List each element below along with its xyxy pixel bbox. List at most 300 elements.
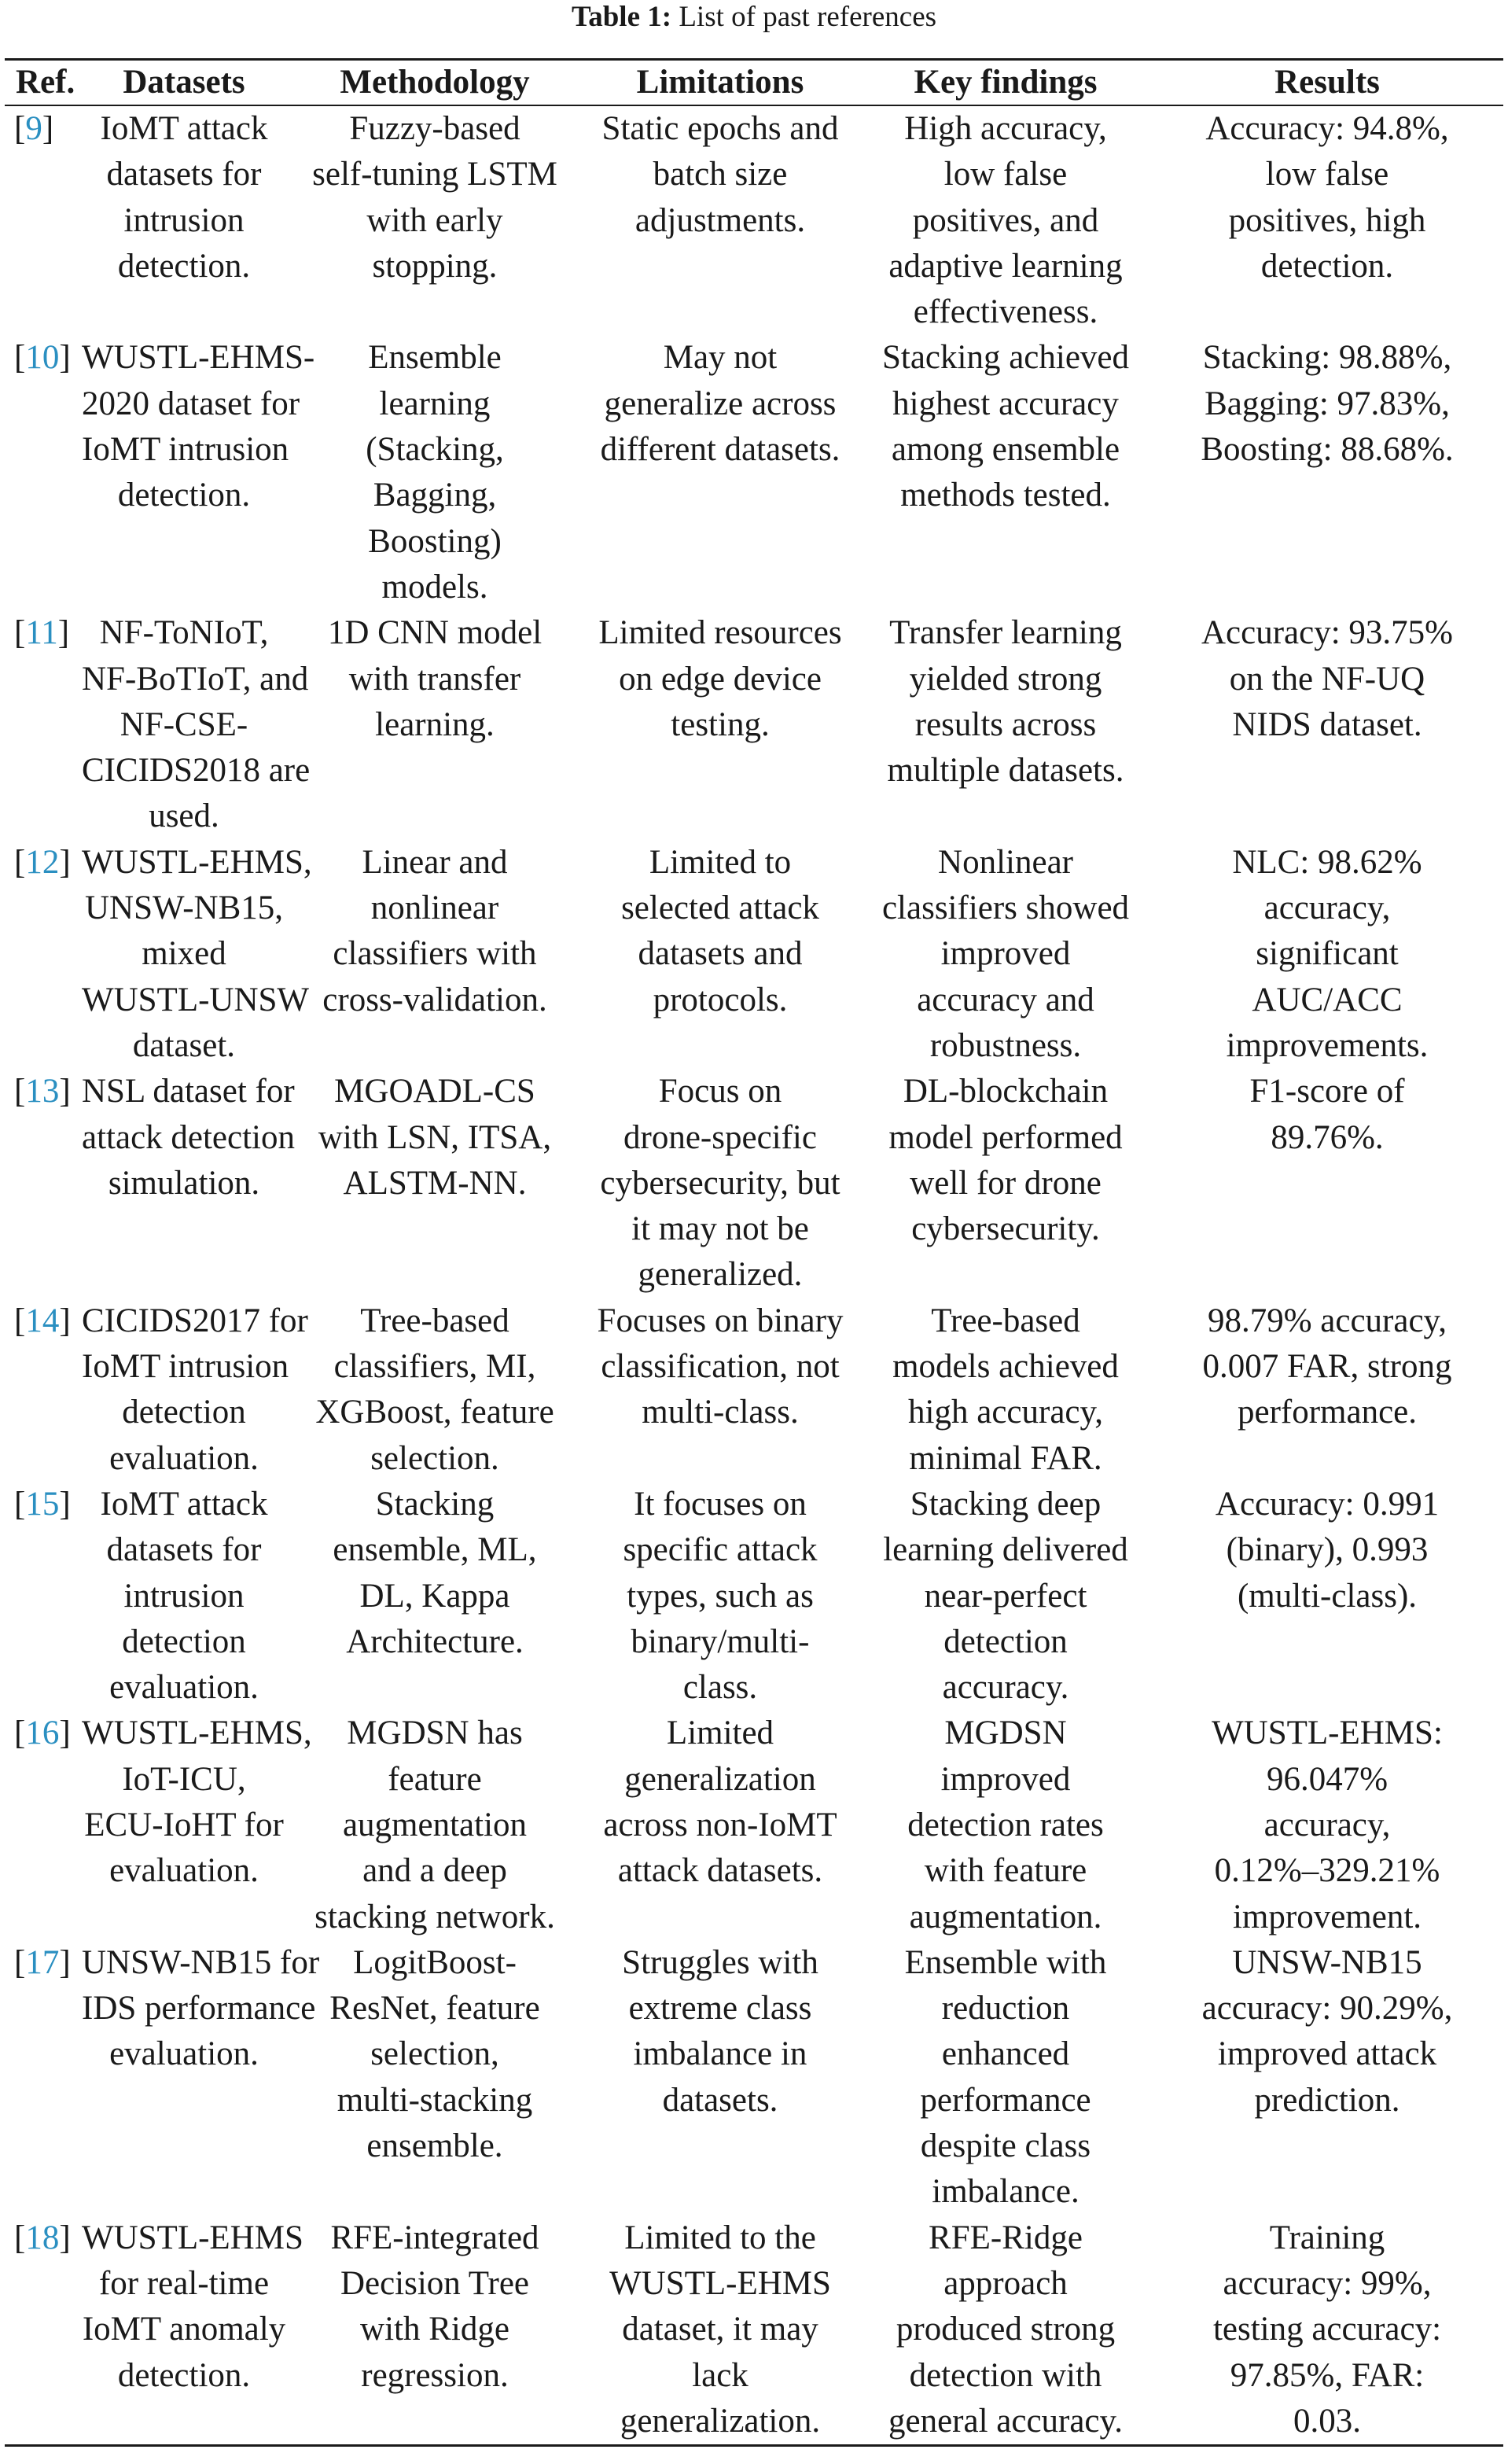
cell-line: testing accuracy: <box>1212 2311 1442 2348</box>
ref-link[interactable]: 10 <box>25 339 60 377</box>
limitations-cell <box>580 610 860 839</box>
cell-line: improved <box>940 935 1071 973</box>
cell-line: Ensemble <box>368 339 502 377</box>
cell-line: and a deep <box>362 1852 507 1890</box>
cell-line: detection with <box>909 2356 1102 2394</box>
cell-line: NF-BoTIoT, and <box>82 660 309 698</box>
cell-line: imbalance. <box>932 2173 1080 2211</box>
cell-line: Tree-based <box>360 1302 509 1339</box>
ref-bracket-close: ] <box>59 1485 71 1523</box>
cell-line: different datasets. <box>600 431 840 469</box>
references-table <box>5 58 1503 2447</box>
cell-line: Architecture. <box>346 1622 524 1660</box>
cell-line: improved <box>940 1760 1071 1798</box>
cell-line: 0.007 FAR, strong <box>1202 1348 1452 1386</box>
cell-line: NF-CSE- <box>120 705 248 743</box>
ref-bracket-close: ] <box>59 2219 71 2256</box>
key-findings-cell <box>860 105 1151 335</box>
col-header-key-findings: Key findings <box>860 60 1151 106</box>
cell-line: models. <box>381 568 488 606</box>
ref-bracket-open: [ <box>14 1485 26 1523</box>
cell-line: low false <box>1265 156 1389 193</box>
cell-line: (Stacking, <box>366 431 504 469</box>
cell-line: prediction. <box>1254 2081 1400 2119</box>
cell-line: WUSTL-EHMS- <box>82 339 315 377</box>
key-findings-cell <box>860 610 1151 839</box>
cell-line: selected attack <box>621 889 819 927</box>
cell-line: 97.85%, FAR: <box>1230 2356 1425 2394</box>
datasets-cell <box>79 335 315 610</box>
cell-line: detection. <box>117 477 251 514</box>
cell-line: augmentation. <box>909 1898 1102 1935</box>
cell-line: robustness. <box>929 1026 1082 1064</box>
cell-line: methods tested. <box>900 477 1111 514</box>
limitations-cell <box>580 335 860 610</box>
cell-line: protocols. <box>653 981 788 1018</box>
cell-line: detection rates <box>907 1806 1104 1843</box>
ref-cell <box>5 610 79 839</box>
methodology-cell <box>289 610 580 839</box>
cell-line: IoMT attack <box>100 1485 268 1523</box>
cell-line: on the NF-UQ <box>1229 660 1425 698</box>
cell-line: NSL dataset for <box>82 1073 295 1110</box>
cell-line: multi-class. <box>642 1394 799 1431</box>
cell-line: classifiers, MI, <box>333 1348 536 1386</box>
cell-line: F1-score of <box>1249 1073 1405 1110</box>
cell-line: detection. <box>117 247 251 285</box>
ref-link[interactable]: 12 <box>25 843 60 881</box>
cell-line: minimal FAR. <box>909 1439 1102 1477</box>
cell-line: well for drone <box>910 1164 1102 1202</box>
ref-link[interactable]: 13 <box>25 1073 60 1110</box>
cell-line: MGDSN has <box>347 1714 523 1752</box>
cell-line: classifiers with <box>333 935 537 973</box>
cell-line: detection <box>122 1394 246 1431</box>
datasets-cell <box>79 840 312 1069</box>
cell-line: for real-time <box>98 2264 270 2302</box>
ref-link[interactable]: 18 <box>25 2219 60 2256</box>
caption-label: Table 1: <box>571 1 672 33</box>
cell-line: Ensemble with <box>904 1943 1107 1981</box>
cell-line: accuracy: 90.29%, <box>1201 1990 1453 2028</box>
table-row <box>5 1298 1503 1482</box>
cell-line: 89.76%. <box>1271 1118 1384 1156</box>
datasets-cell <box>79 105 289 335</box>
ref-bracket-close: ] <box>59 1943 71 1981</box>
cell-line: NIDS dataset. <box>1232 705 1422 743</box>
ref-cell <box>5 1482 79 1711</box>
cell-line: evaluation. <box>109 2035 259 2073</box>
cell-line: Stacking deep <box>910 1485 1102 1523</box>
cell-line: 0.12%–329.21% <box>1214 1852 1440 1890</box>
cell-line: evaluation. <box>109 1439 259 1477</box>
cell-line: evaluation. <box>109 1669 259 1707</box>
ref-cell <box>5 1940 79 2215</box>
cell-line: DL-blockchain <box>903 1073 1109 1110</box>
cell-line: 1D CNN model <box>327 614 543 652</box>
cell-line: adjustments. <box>634 201 806 239</box>
methodology-cell <box>289 1298 580 1482</box>
datasets-cell <box>79 2215 303 2446</box>
cell-line: improvement. <box>1232 1898 1422 1935</box>
results-cell <box>1151 105 1503 335</box>
cell-line: IDS performance <box>82 1990 316 2028</box>
cell-line: attack datasets. <box>617 1852 823 1890</box>
cell-line: drone-specific <box>623 1118 817 1156</box>
cell-line: Bagging, <box>373 477 497 514</box>
ref-link[interactable]: 14 <box>25 1302 60 1339</box>
results-cell <box>1151 610 1503 839</box>
cell-line: evaluation. <box>109 1852 259 1890</box>
cell-line: RFE-integrated <box>330 2219 539 2256</box>
table-row <box>5 105 1503 335</box>
results-cell <box>1151 1482 1503 1711</box>
ref-bracket-close: ] <box>42 110 54 147</box>
ref-bracket-close: ] <box>59 1073 71 1110</box>
cell-line: cross-validation. <box>322 981 547 1018</box>
cell-line: class. <box>682 1669 758 1707</box>
cell-line: feature <box>388 1760 482 1798</box>
cell-line: dataset. <box>132 1026 236 1064</box>
cell-line: improvements. <box>1226 1026 1429 1064</box>
cell-line: types, such as <box>627 1577 814 1615</box>
ref-link[interactable]: 16 <box>25 1714 60 1752</box>
cell-line: extreme class <box>628 1990 812 2028</box>
limitations-cell <box>580 840 860 1069</box>
cell-line: datasets for <box>106 1531 262 1569</box>
cell-line: multiple datasets. <box>887 752 1124 790</box>
table-header <box>5 60 1503 106</box>
cell-line: Boosting) <box>368 522 502 560</box>
cell-line: ensemble. <box>366 2127 503 2165</box>
cell-line: Stacking: 98.88%, <box>1202 339 1452 377</box>
key-findings-cell <box>860 2215 1151 2446</box>
cell-line: Accuracy: 0.991 <box>1215 1485 1440 1523</box>
ref-link[interactable]: 11 <box>25 614 58 652</box>
cell-line: accuracy, <box>1263 1806 1391 1843</box>
cell-line: positives, high <box>1228 201 1426 239</box>
results-cell <box>1151 1069 1503 1298</box>
cell-line: Nonlinear <box>938 843 1073 881</box>
cell-line: It focuses on <box>634 1485 807 1523</box>
cell-line: batch size <box>653 156 788 193</box>
methodology-cell <box>289 2215 580 2446</box>
cell-line: selection. <box>370 1439 499 1477</box>
ref-cell <box>5 2215 79 2446</box>
ref-cell <box>5 105 79 335</box>
cell-line: with Ridge <box>360 2311 509 2348</box>
cell-line: generalization. <box>620 2402 821 2440</box>
methodology-cell <box>289 335 580 610</box>
key-findings-cell <box>860 335 1151 610</box>
ref-link[interactable]: 9 <box>25 110 42 147</box>
cell-line: datasets and <box>638 935 803 973</box>
cell-line: generalized. <box>638 1256 803 1294</box>
cell-line: Stacking <box>375 1485 495 1523</box>
cell-line: UNSW-NB15, <box>84 889 284 927</box>
cell-line: ResNet, feature <box>329 1990 540 2028</box>
cell-line: yielded strong <box>909 660 1102 698</box>
cell-line: learning delivered <box>883 1531 1128 1569</box>
cell-line: effectiveness. <box>913 293 1098 331</box>
cell-line: Bagging: 97.83%, <box>1205 385 1450 422</box>
cell-line: datasets. <box>662 2081 778 2119</box>
limitations-cell <box>580 1711 860 1939</box>
ref-bracket-close: ] <box>57 614 70 652</box>
cell-line: dataset, it may <box>622 2311 818 2348</box>
limitations-cell <box>580 1069 860 1298</box>
ref-bracket-close: ] <box>59 843 71 881</box>
cell-line: (binary), 0.993 <box>1226 1531 1429 1569</box>
cell-line: near-perfect <box>924 1577 1087 1615</box>
table-row <box>5 1940 1503 2215</box>
ref-bracket-open: [ <box>14 1714 26 1752</box>
results-cell <box>1151 335 1503 610</box>
key-findings-cell <box>860 1940 1151 2215</box>
cell-line: used. <box>149 797 219 835</box>
methodology-cell <box>289 1069 580 1298</box>
cell-line: Boosting: 88.68%. <box>1201 431 1454 469</box>
results-cell <box>1151 2215 1503 2446</box>
cell-line: Focuses on binary <box>597 1302 844 1339</box>
cell-line: LogitBoost- <box>353 1943 517 1981</box>
key-findings-cell <box>860 840 1151 1069</box>
cell-line: improved attack <box>1217 2035 1437 2073</box>
cell-line: reduction <box>941 1990 1070 2028</box>
cell-line: performance. <box>1238 1394 1417 1431</box>
cell-line: Limited to the <box>624 2219 816 2256</box>
cell-line: ALSTM-NN. <box>343 1164 527 1202</box>
results-cell <box>1151 1940 1503 2215</box>
table-row <box>5 2215 1503 2446</box>
col-header-datasets: Datasets <box>79 60 289 106</box>
cell-line: UNSW-NB15 for <box>82 1943 320 1981</box>
cell-line: learning. <box>375 705 495 743</box>
ref-bracket-open: [ <box>14 2219 26 2256</box>
cell-line: with LSN, ITSA, <box>318 1118 552 1156</box>
cell-line: binary/multi- <box>631 1622 810 1660</box>
cell-line: ensemble, ML, <box>333 1531 537 1569</box>
col-header-ref: Ref. <box>5 60 79 106</box>
cell-line: multi-stacking <box>337 2081 533 2119</box>
ref-cell <box>5 1069 79 1298</box>
ref-bracket-close: ] <box>59 1714 71 1752</box>
cell-line: RFE-Ridge <box>929 2219 1083 2256</box>
cell-line: Static epochs and <box>601 110 839 147</box>
cell-line: detection. <box>117 2356 251 2394</box>
cell-line: generalization <box>624 1760 816 1798</box>
ref-cell <box>5 1711 79 1939</box>
cell-line: results across <box>914 705 1097 743</box>
cell-line: attack detection <box>82 1118 295 1156</box>
datasets-cell <box>79 1482 289 1711</box>
cell-line: XGBoost, feature <box>315 1394 554 1431</box>
methodology-cell <box>289 1482 580 1711</box>
table-body <box>5 105 1503 2446</box>
cell-line: specific attack <box>623 1531 818 1569</box>
cell-line: Linear and <box>362 843 508 881</box>
cell-line: MGDSN <box>944 1714 1067 1752</box>
cell-line: WUSTL-EHMS, <box>82 843 312 881</box>
table-row <box>5 1711 1503 1939</box>
cell-line: IoT-ICU, <box>122 1760 246 1798</box>
ref-bracket-open: [ <box>14 339 26 377</box>
table-row <box>5 1482 1503 1711</box>
cell-line: with feature <box>924 1852 1087 1890</box>
methodology-cell <box>289 105 580 335</box>
cell-line: detection <box>943 1622 1068 1660</box>
cell-line: adaptive learning <box>888 247 1123 285</box>
table-row <box>5 1069 1503 1298</box>
ref-link[interactable]: 15 <box>25 1485 60 1523</box>
cell-line: CICIDS2018 are <box>82 752 311 790</box>
cell-line: models achieved <box>892 1348 1119 1386</box>
cell-line: WUSTL-EHMS <box>609 2264 831 2302</box>
results-cell <box>1151 1711 1503 1939</box>
limitations-cell <box>580 1482 860 1711</box>
cell-line: (multi-class). <box>1237 1577 1418 1615</box>
cell-line: Fuzzy-based <box>349 110 520 147</box>
cell-line: 2020 dataset for <box>82 385 300 422</box>
cell-line: NF-ToNIoT, <box>99 614 269 652</box>
cell-line: nonlinear <box>370 889 499 927</box>
ref-bracket-open: [ <box>14 1943 26 1981</box>
limitations-cell <box>580 105 860 335</box>
cell-line: ECU-IoHT for <box>84 1806 284 1843</box>
key-findings-cell <box>860 1482 1151 1711</box>
cell-line: produced strong <box>896 2311 1116 2348</box>
cell-line: Stacking achieved <box>881 339 1130 377</box>
datasets-cell <box>79 1940 320 2215</box>
cell-line: across non-IoMT <box>603 1806 837 1843</box>
cell-line: it may not be <box>631 1210 809 1248</box>
cell-line: on edge device <box>619 660 822 698</box>
methodology-cell <box>289 1711 580 1939</box>
cell-line: performance <box>920 2081 1091 2119</box>
limitations-cell <box>580 2215 860 2446</box>
ref-bracket-close: ] <box>59 339 71 377</box>
ref-bracket-open: [ <box>14 1073 26 1110</box>
cell-line: cybersecurity, but <box>600 1164 840 1202</box>
cell-line: 98.79% accuracy, <box>1207 1302 1447 1339</box>
cell-line: datasets for <box>106 156 262 193</box>
cell-line: May not <box>663 339 778 377</box>
cell-line: simulation. <box>108 1164 260 1202</box>
cell-line: IoMT intrusion <box>82 431 289 469</box>
datasets-cell <box>79 610 311 839</box>
cell-line: approach <box>943 2264 1068 2302</box>
cell-line: IoMT attack <box>100 110 268 147</box>
cell-line: with transfer <box>348 660 521 698</box>
cell-line: accuracy and <box>917 981 1094 1018</box>
cell-line: testing. <box>671 705 770 743</box>
cell-line: NLC: 98.62% <box>1232 843 1422 881</box>
methodology-cell <box>289 840 580 1069</box>
cell-line: with early <box>366 201 503 239</box>
cell-line: Limited to <box>649 843 792 881</box>
results-cell <box>1151 1298 1503 1482</box>
cell-line: model performed <box>888 1118 1123 1156</box>
table-row <box>5 840 1503 1069</box>
cell-line: selection, <box>370 2035 499 2073</box>
ref-bracket-open: [ <box>14 1302 26 1339</box>
cell-line: IoMT intrusion <box>82 1348 289 1386</box>
cell-line: accuracy, <box>1263 889 1391 927</box>
cell-line: DL, Kappa <box>359 1577 510 1615</box>
cell-line: highest accuracy <box>892 385 1119 422</box>
ref-bracket-open: [ <box>14 110 26 147</box>
cell-line: 96.047% <box>1266 1760 1388 1798</box>
cell-line: MGOADL-CS <box>334 1073 535 1110</box>
cell-line: Accuracy: 94.8%, <box>1205 110 1449 147</box>
cell-line: generalize across <box>604 385 837 422</box>
results-cell <box>1151 840 1503 1069</box>
cell-line: among ensemble <box>891 431 1120 469</box>
cell-line: accuracy: 99%, <box>1223 2264 1432 2302</box>
cell-line: Limited <box>666 1714 774 1752</box>
key-findings-cell <box>860 1298 1151 1482</box>
cell-line: High accuracy, <box>904 110 1107 147</box>
cell-line: WUSTL-EHMS <box>82 2219 303 2256</box>
methodology-cell <box>289 1940 580 2215</box>
cell-line: IoMT anomaly <box>82 2311 286 2348</box>
table-caption <box>0 0 1508 35</box>
key-findings-cell <box>860 1711 1151 1939</box>
ref-cell <box>5 840 79 1069</box>
cell-line: significant <box>1256 935 1399 973</box>
cell-line: Accuracy: 93.75% <box>1201 614 1453 652</box>
cell-line: stacking network. <box>314 1898 555 1935</box>
ref-bracket-open: [ <box>14 614 26 652</box>
cell-line: intrusion <box>123 201 245 239</box>
datasets-cell <box>79 1711 312 1939</box>
limitations-cell <box>580 1298 860 1482</box>
cell-line: mixed <box>142 935 226 973</box>
cell-line: intrusion <box>123 1577 245 1615</box>
cell-line: detection. <box>1260 247 1394 285</box>
cell-line: Focus on <box>658 1073 782 1110</box>
ref-bracket-open: [ <box>14 843 26 881</box>
cell-line: AUC/ACC <box>1252 981 1403 1018</box>
cell-line: WUSTL-EHMS, <box>82 1714 312 1752</box>
cell-line: Struggles with <box>622 1943 818 1981</box>
cell-line: general accuracy. <box>888 2402 1123 2440</box>
cell-line: imbalance in <box>633 2035 807 2073</box>
caption-text: List of past references <box>679 1 937 33</box>
cell-line: 0.03. <box>1293 2402 1361 2440</box>
cell-line: WUSTL-EHMS: <box>1212 1714 1443 1752</box>
table-row <box>5 610 1503 839</box>
cell-line: stopping. <box>372 247 498 285</box>
cell-line: CICIDS2017 for <box>82 1302 308 1339</box>
cell-line: WUSTL-UNSW <box>82 981 310 1018</box>
cell-line: Decision Tree <box>340 2264 530 2302</box>
cell-line: lack <box>692 2356 748 2394</box>
col-header-results: Results <box>1151 60 1503 106</box>
cell-line: Tree-based <box>931 1302 1080 1339</box>
ref-link[interactable]: 17 <box>25 1943 60 1981</box>
cell-line: cybersecurity. <box>911 1210 1100 1248</box>
datasets-cell <box>79 1298 308 1482</box>
cell-line: accuracy. <box>942 1669 1069 1707</box>
cell-line: Training <box>1269 2219 1385 2256</box>
limitations-cell <box>580 1940 860 2215</box>
col-header-limitations: Limitations <box>580 60 860 106</box>
header-row <box>5 60 1503 106</box>
cell-line: augmentation <box>342 1806 528 1843</box>
table-row <box>5 335 1503 610</box>
cell-line: low false <box>943 156 1068 193</box>
